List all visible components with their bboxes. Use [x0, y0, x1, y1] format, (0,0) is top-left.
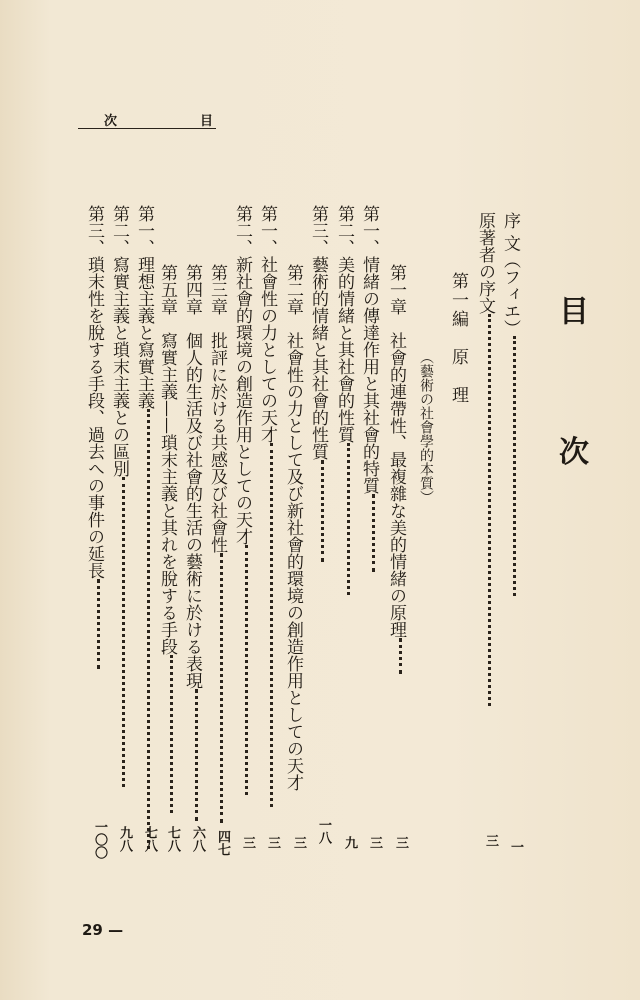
dot-leader [270, 443, 273, 807]
toc-entry[interactable] [309, 205, 332, 562]
page-folio: 29 — [82, 921, 124, 939]
toc-page-number: 七八 [142, 826, 157, 852]
dot-leader [97, 579, 100, 669]
toc-page-number: 九八 [117, 826, 132, 852]
dot-leader [347, 443, 350, 595]
toc-entry-label: 第二、寫實主義と瑣末主義との區別 [109, 205, 129, 477]
toc-page-number: 四七 [215, 830, 230, 856]
toc-entry-label: 原著者の序文 [475, 212, 495, 314]
dot-leader [220, 553, 223, 823]
toc-page-number: 三 [367, 836, 382, 849]
toc-page-number: 一〇〇 [92, 820, 107, 859]
toc-entry[interactable] [135, 205, 158, 849]
toc-entry-label: 第五章 寫實主義——瑣末主義と其れを脫する手段 [157, 264, 177, 655]
toc-page-number: 七八 [165, 826, 180, 852]
toc-entry-label: 第四章 個人的生活及び社會的生活の藝術に於ける表現 [182, 264, 202, 689]
toc-entry-label: 第三章 批評に於ける共感及び社會性 [207, 264, 227, 553]
dot-leader [147, 409, 150, 849]
toc-entry-label: 第一、情緒の傳達作用と其社會的特質 [359, 205, 379, 494]
toc-entry[interactable] [258, 205, 281, 807]
part-subtitle: （藝術の社會學的本質） [418, 350, 434, 504]
running-header-left: 次 [104, 114, 120, 129]
header-rule [78, 128, 216, 129]
toc-page-number: 九 [342, 836, 357, 849]
toc-page-number: 六八 [190, 826, 205, 852]
toc-page-number: 一八 [316, 818, 331, 844]
dot-leader [195, 689, 198, 821]
toc-page-number: 三 [240, 836, 255, 849]
dot-leader [372, 494, 375, 572]
toc-entry[interactable] [233, 205, 256, 795]
toc-page-number: 三 [393, 836, 408, 849]
dot-leader [321, 460, 324, 562]
toc-entry-label: 第三、瑣末性を脫する手段、過去への事件の延長 [84, 205, 104, 579]
toc-entry[interactable] [335, 205, 358, 595]
toc-entry[interactable] [476, 212, 499, 706]
toc-entry-label: 第二章 社會性の力として及び新社會的環境の創造作用としての天才 [283, 264, 303, 791]
toc-page-number: 一 [508, 840, 523, 853]
dot-leader [488, 314, 491, 706]
toc-entry[interactable] [284, 264, 301, 791]
dot-leader [513, 336, 516, 596]
toc-entry[interactable] [501, 212, 524, 596]
toc-entry[interactable] [158, 264, 181, 813]
toc-entry-label: 第一章 社會的連帶性、最複雜な美的情緒の原理 [386, 264, 406, 638]
toc-page-number: 三 [291, 836, 306, 849]
toc-entry[interactable] [183, 264, 206, 821]
dot-leader [399, 638, 402, 674]
toc-entry-label: 第三、藝術的情緒と其社會的性質 [308, 205, 328, 460]
toc-entry[interactable] [85, 205, 108, 669]
toc-page-number: 三 [265, 836, 280, 849]
toc-entry-label: 第一、社會性の力としての天才 [257, 205, 277, 443]
toc-entry[interactable] [360, 205, 383, 572]
toc-entry-label: 第二、新社會的環境の創造作用としての天才 [232, 205, 252, 545]
toc-entry-label: 第二、美的情緒と其社會的性質 [334, 205, 354, 443]
toc-entry[interactable] [208, 264, 231, 823]
part-heading: 第一編 原 理 [448, 272, 468, 405]
toc-entry-label: 第一、理想主義と寫實主義 [134, 205, 154, 409]
toc-page-number: 三 [483, 834, 498, 847]
toc-entry-label: 序 文（フィエ） [500, 212, 520, 337]
dot-leader [245, 545, 248, 795]
page-title: 目 次 [553, 295, 588, 516]
dot-leader [122, 477, 125, 787]
toc-entry[interactable] [110, 205, 133, 787]
toc-entry[interactable] [387, 264, 410, 674]
running-header-right: 目 [200, 114, 216, 129]
dot-leader [170, 655, 173, 813]
